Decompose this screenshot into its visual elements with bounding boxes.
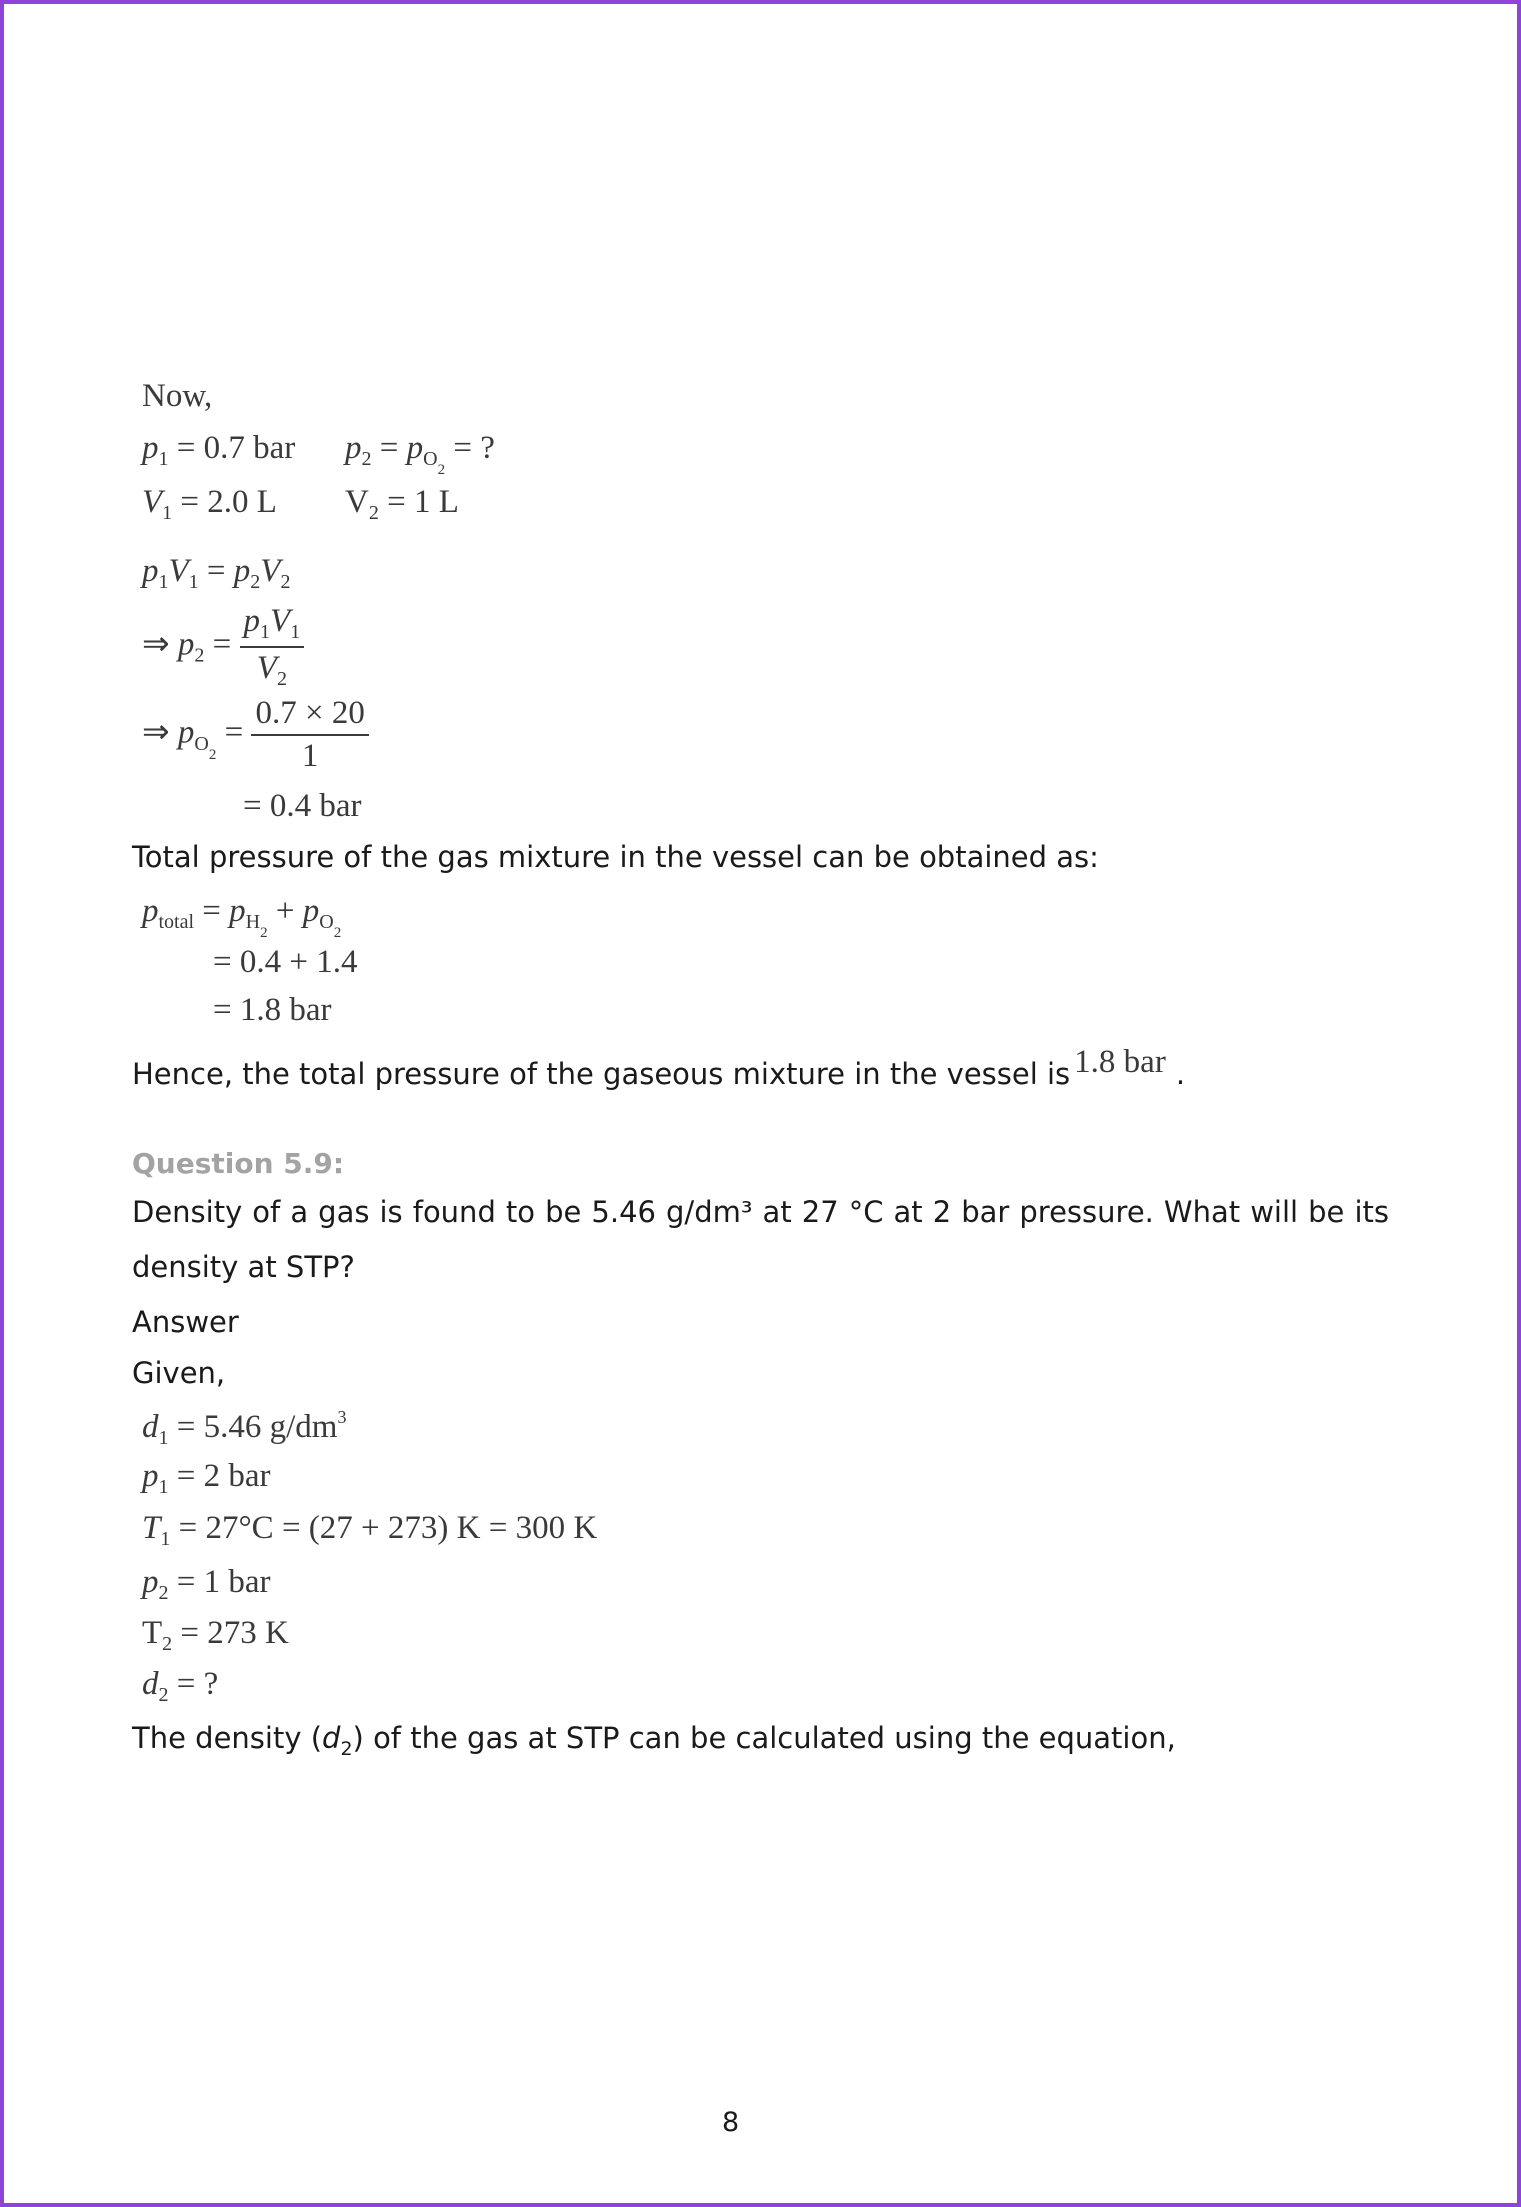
density-equation-line (132, 1721, 1176, 1760)
question-heading: Question 5.9: (132, 1147, 345, 1180)
eq-total-sub: total (158, 911, 195, 933)
given-p1-value: 2 bar (203, 1458, 271, 1494)
eq-p1: $p_1 = 0.7$ bar (142, 430, 296, 470)
density-symbol: d (322, 1721, 341, 1755)
eq-boyle: $p_1V_1 = p_2V_2$ (142, 553, 291, 593)
eq-po2-fraction (251, 697, 368, 773)
hence-value: 1.8 bar (1074, 1044, 1166, 1080)
now-label: Now, (142, 378, 213, 414)
hence-end: . (1175, 1057, 1186, 1091)
given-d1: $d_1 = 5.46$ $g/dm^3$ (142, 1407, 347, 1449)
eq-v2: $V_2 = 1$ L (345, 484, 459, 524)
eq-total: $p_{total} = p_{H_2} + p_{O_2}$ (142, 893, 342, 941)
answer-label: Answer (132, 1305, 239, 1339)
given-d1-value: 5.46 g/dm (203, 1409, 338, 1445)
question-line-1: Density of a gas is found to be 5.46 g/dm³ at 27 °C at 2 bar pressure. What will be its (132, 1195, 1389, 1229)
question-line-2: density at STP? (132, 1250, 355, 1284)
eq-po2-numerator: 0.7 × 20 (251, 697, 368, 736)
eq-v1-value: 2.0 L (207, 484, 277, 520)
given-p2-value: 1 bar (203, 1564, 271, 1600)
density-text-after: ) of the gas at STP can be calculated using the equation, (352, 1721, 1176, 1755)
eq-v1: $V_1 = 2.0$ L (142, 484, 277, 524)
eq-p2-fraction: $\frac{p_1V_1}{V_2}$ (240, 605, 305, 689)
given-d2-value: ? (203, 1666, 219, 1702)
given-p1: $p_1 = 2$ bar (142, 1458, 271, 1498)
eq-po2-result: = 0.4 bar (243, 788, 362, 824)
eq-p1-value: 0.7 bar (203, 430, 296, 466)
total-intro-text: Total pressure of the gas mixture in the vessel can be obtained as: (132, 840, 1099, 874)
given-t1-value: 27°C = (27 + 273) K = 300 K (205, 1510, 598, 1546)
given-d2: $d_2$ = ? (142, 1666, 219, 1706)
eq-total-result: = 1.8 bar (213, 992, 332, 1028)
eq-po2-calc: ⇒ $p_{O_2}$ = $\frac{0.7 \times 20}{1}$ (142, 697, 369, 773)
given-d1-exp: 3 (337, 1407, 347, 1427)
given-label: Given, (132, 1356, 226, 1390)
given-p2: $p_2 = 1$ bar (142, 1564, 271, 1604)
hence-statement (132, 1044, 1186, 1091)
eq-p2-formula: ⇒ $p_2$ = $\frac{p_1V_1}{V_2}$ (142, 605, 304, 689)
eq-p2-value: ? (480, 430, 495, 466)
given-t2: $T_2 = 273$ K (142, 1615, 289, 1655)
hence-text: Hence, the total pressure of the gaseous mixture in the vessel is (132, 1057, 1071, 1091)
eq-p2: $p_2 = p_{O_2}$ = ? (345, 430, 495, 478)
given-t2-value: 273 K (207, 1615, 289, 1651)
density-text-before: The density ( (132, 1721, 323, 1755)
density-subscript: 2 (340, 1737, 353, 1760)
eq-v2-value: 1 L (413, 484, 459, 520)
eq-total-sum: = 0.4 + 1.4 (213, 944, 358, 980)
eq-po2-denominator: 1 (301, 738, 319, 774)
given-t1: $T_1 = 27^\circ C = (27 + 273) K = 300$ K (142, 1510, 598, 1550)
page-number: 8 (722, 2107, 740, 2138)
